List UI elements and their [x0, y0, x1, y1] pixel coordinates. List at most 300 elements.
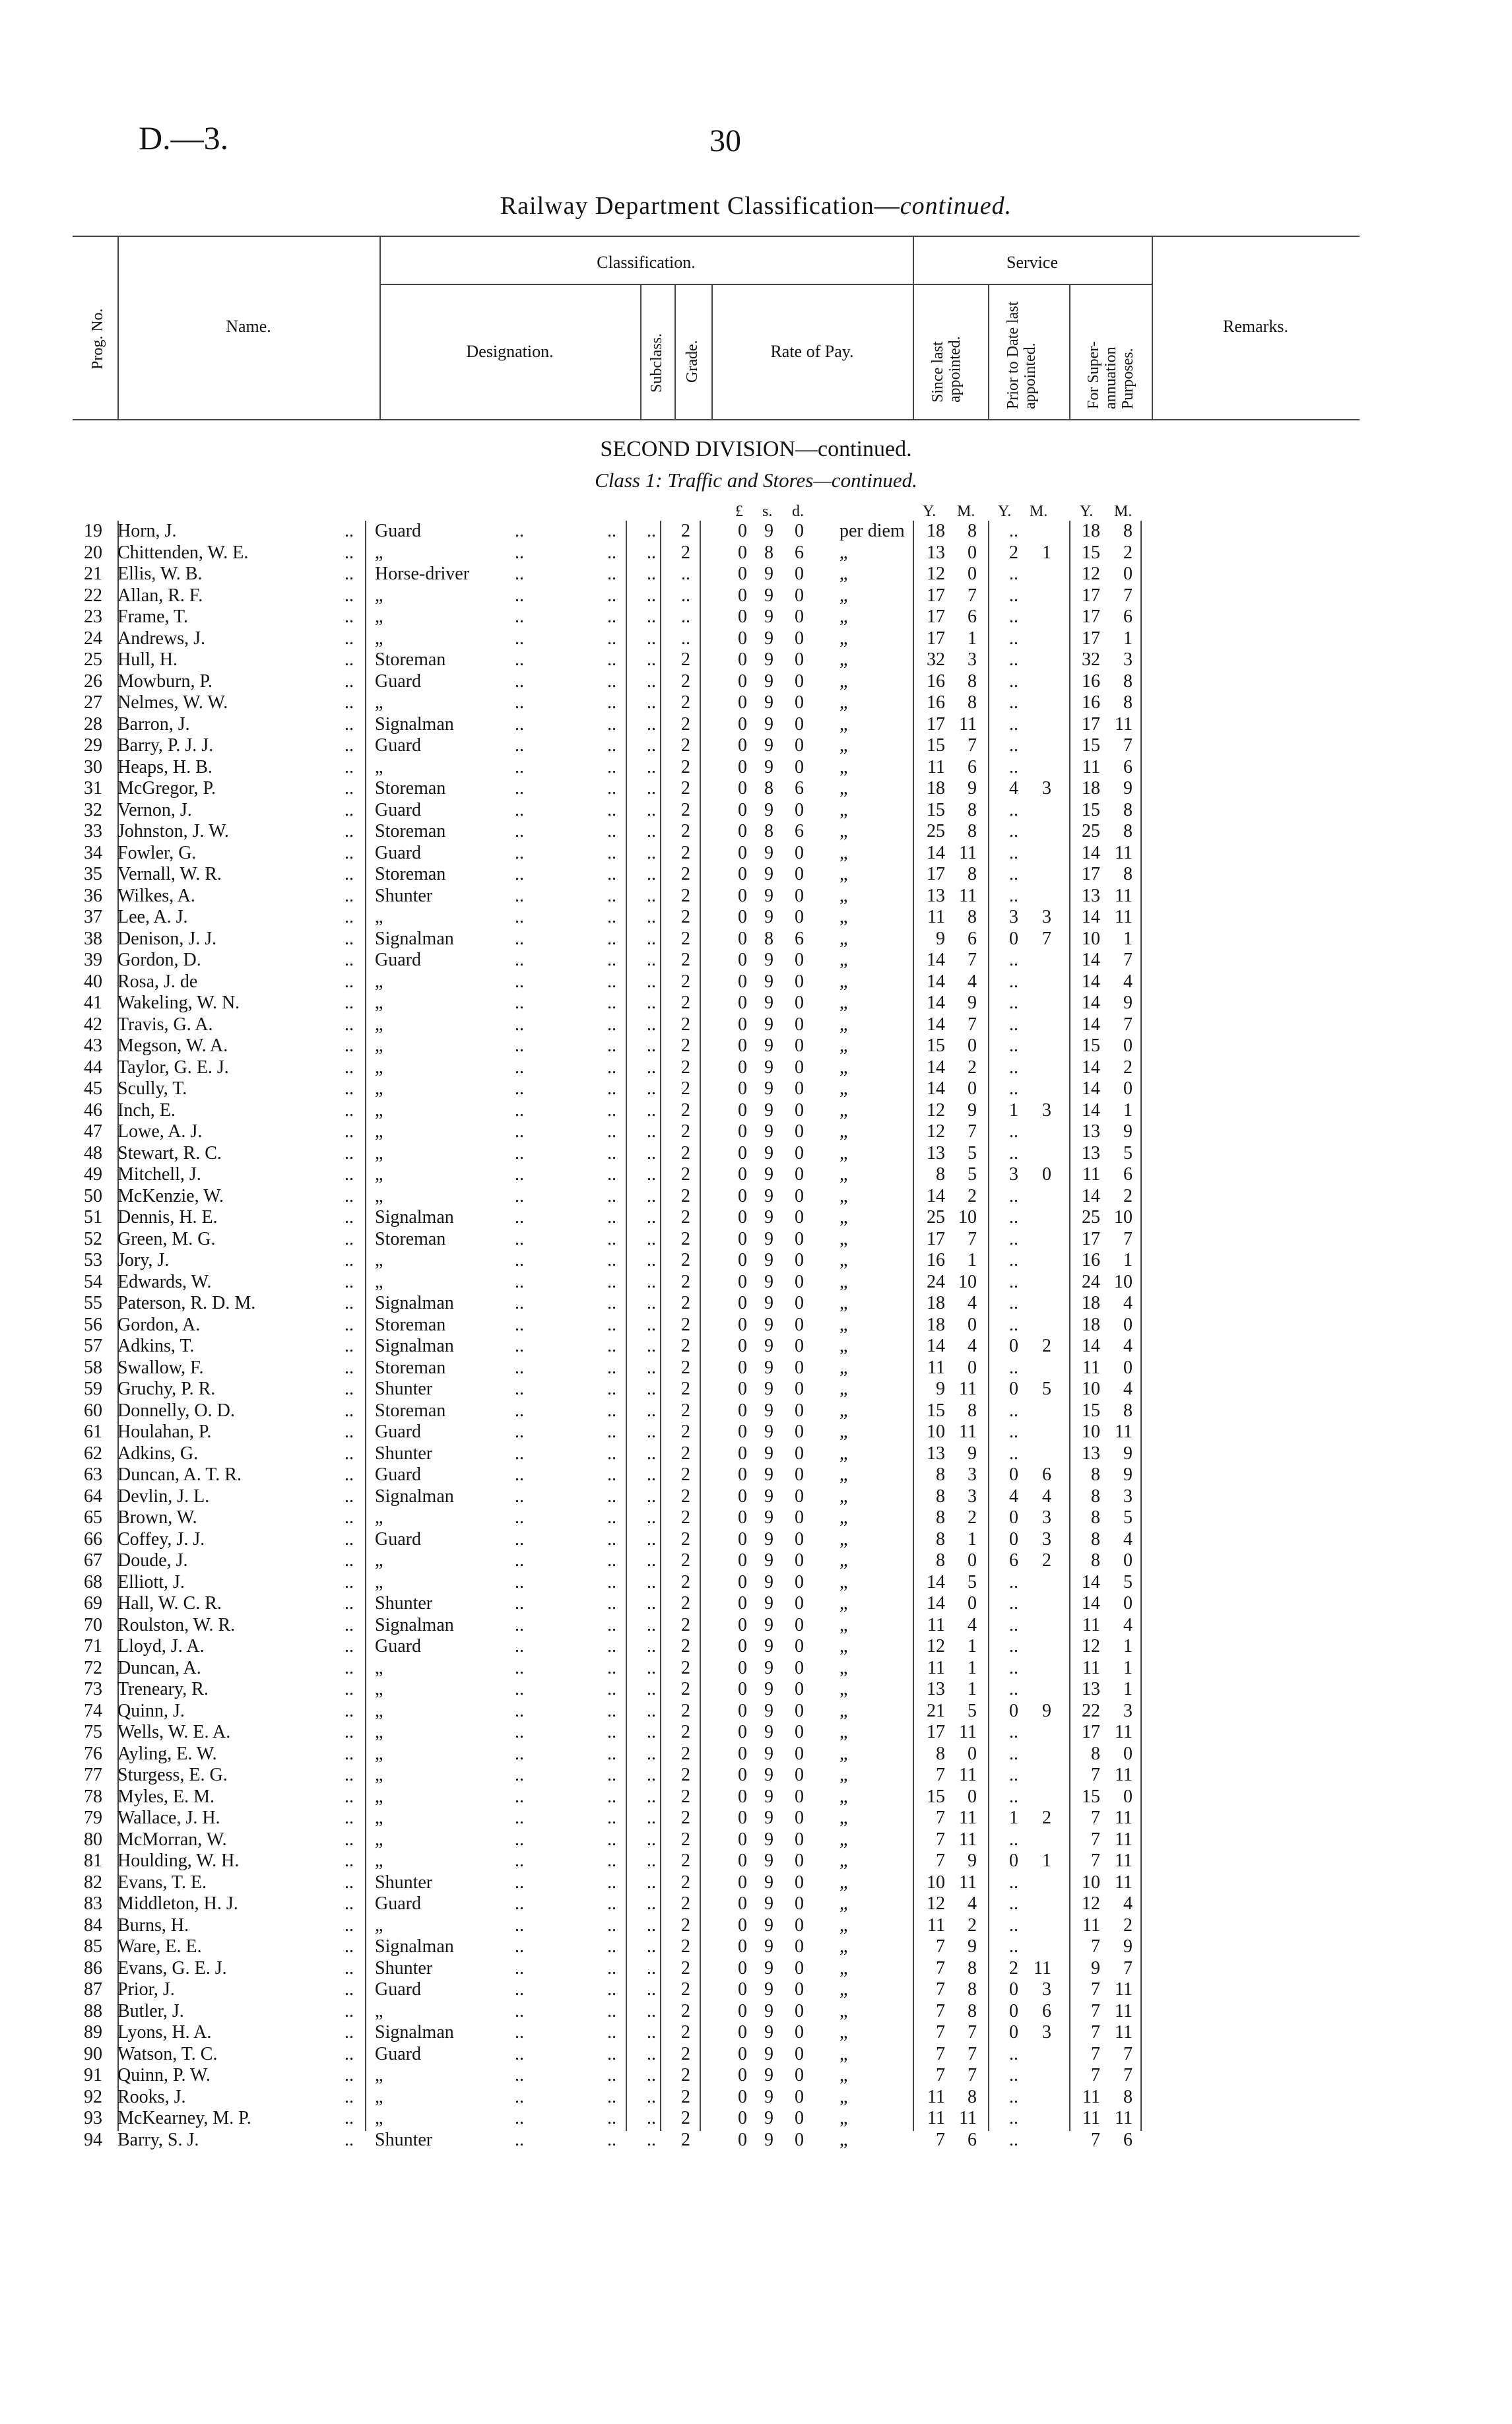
- division-title: SECOND DIVISION—continued.: [600, 437, 912, 461]
- name-cell: Adkins, G.: [117, 1443, 199, 1464]
- since-months-cell: 4: [968, 1893, 977, 1914]
- pay-basis-cell: „: [839, 950, 848, 970]
- leader-dots: ..: [515, 1550, 524, 1571]
- prog-no-cell: 74: [84, 1700, 102, 1721]
- pay-pence-cell: 0: [795, 1829, 804, 1850]
- leader-dots: ..: [647, 1207, 656, 1228]
- prior-years-cell: ..: [1009, 1121, 1018, 1142]
- leader-dots: ..: [647, 950, 656, 970]
- pay-pounds-cell: 0: [738, 1550, 747, 1571]
- super-months-cell: 3: [1123, 1486, 1133, 1507]
- leader-dots: ..: [647, 2022, 656, 2043]
- leader-dots: ..: [647, 2043, 656, 2064]
- table-row: [0, 1379, 1512, 1400]
- pay-pence-cell: 0: [795, 1936, 804, 1957]
- prior-years-cell: ..: [1009, 1142, 1018, 1163]
- since-months-cell: 7: [968, 1121, 977, 1142]
- pay-shillings-cell: 9: [764, 799, 773, 820]
- staff-table-body: [0, 521, 1512, 2151]
- pay-pounds-cell: 0: [738, 1357, 747, 1378]
- name-cell: Rosa, J. de: [117, 971, 198, 992]
- prog-no-cell: 33: [84, 821, 102, 841]
- leader-dots: ..: [515, 692, 524, 713]
- leader-dots: ..: [647, 1164, 656, 1185]
- pay-basis-cell: „: [839, 1957, 848, 1979]
- since-months-cell: 0: [968, 1593, 977, 1614]
- leader-dots: ..: [607, 1336, 616, 1356]
- pay-pounds-cell: 0: [738, 1014, 747, 1035]
- leader-dots: ..: [515, 585, 524, 606]
- super-years-cell: 7: [1091, 1936, 1100, 1957]
- rule-after-prior: [1069, 284, 1070, 419]
- prog-no-cell: 44: [84, 1057, 102, 1078]
- since-years-cell: 18: [927, 1293, 945, 1313]
- pay-pounds-cell: 0: [738, 1571, 747, 1592]
- pay-basis-cell: „: [839, 1528, 848, 1550]
- pay-pence-cell: 0: [795, 1571, 804, 1592]
- super-years-cell: 17: [1082, 1228, 1100, 1249]
- prog-no-cell: 43: [84, 1035, 102, 1056]
- leader-dots: ..: [515, 993, 524, 1013]
- super-years-cell: 11: [1082, 1614, 1100, 1635]
- prog-no-cell: 76: [84, 1743, 102, 1764]
- since-months-cell: 7: [968, 585, 977, 606]
- leader-dots: ..: [607, 950, 616, 970]
- grade-cell: 2: [681, 1786, 690, 1807]
- leader-dots: ..: [647, 585, 656, 606]
- pay-pence-cell: 0: [795, 1550, 804, 1571]
- table-row: [0, 1679, 1512, 1701]
- leader-dots: ..: [345, 1528, 354, 1550]
- super-years-cell: 17: [1082, 1722, 1100, 1742]
- pay-basis-cell: „: [839, 885, 848, 906]
- prior-years-cell: ..: [1009, 2043, 1018, 2064]
- super-months-cell: 11: [1115, 2022, 1133, 2043]
- pay-basis-cell: „: [839, 1357, 848, 1378]
- since-months-cell: 9: [968, 993, 977, 1013]
- prior-months-cell: 2: [1042, 1336, 1051, 1356]
- name-cell: Stewart, R. C.: [117, 1142, 222, 1163]
- pay-pounds-cell: 0: [738, 928, 747, 949]
- table-row: [0, 1615, 1512, 1637]
- prior-years-cell: ..: [1009, 950, 1018, 970]
- prog-no-cell: 34: [84, 842, 102, 863]
- leader-dots: ..: [345, 1314, 354, 1335]
- super-months-cell: 11: [1115, 907, 1133, 927]
- super-years-cell: 7: [1091, 1979, 1100, 2000]
- pay-basis-cell: „: [839, 2108, 848, 2128]
- leader-dots: ..: [647, 1293, 656, 1313]
- super-years-cell: 12: [1082, 564, 1100, 584]
- leader-dots: ..: [345, 2022, 354, 2043]
- pay-basis-cell: „: [839, 1164, 848, 1185]
- since-months-cell: 8: [968, 2000, 977, 2021]
- prior-months-cell: 4: [1042, 1486, 1051, 1507]
- prior-years-cell: 0: [1009, 1979, 1018, 2000]
- designation-cell: Signalman: [375, 1614, 454, 1635]
- header-prior-to-date: Prior to Date last appointed.: [1004, 301, 1039, 409]
- since-years-cell: 7: [936, 1851, 945, 1871]
- leader-dots: ..: [607, 1164, 616, 1185]
- leader-dots: ..: [647, 1099, 656, 1121]
- leader-dots: ..: [647, 521, 656, 541]
- prog-no-cell: 24: [84, 628, 102, 649]
- leader-dots: ..: [345, 756, 354, 777]
- leader-dots: ..: [515, 1957, 524, 1979]
- name-cell: Taylor, G. E. J.: [117, 1057, 229, 1078]
- prog-no-cell: 28: [84, 713, 102, 735]
- unit-prior-months: M.: [1030, 503, 1048, 520]
- pay-pounds-cell: 0: [738, 1743, 747, 1764]
- leader-dots: ..: [345, 1957, 354, 1979]
- pay-basis-cell: „: [839, 1851, 848, 1871]
- designation-cell: Guard: [375, 1979, 421, 2000]
- name-cell: Megson, W. A.: [117, 1035, 228, 1056]
- prior-years-cell: ..: [1009, 521, 1018, 541]
- super-years-cell: 13: [1082, 1121, 1100, 1142]
- name-cell: Houlding, W. H.: [117, 1851, 240, 1871]
- header-rate-of-pay: Rate of Pay.: [770, 342, 854, 361]
- pay-shillings-cell: 8: [764, 542, 773, 563]
- pay-pence-cell: 0: [795, 1400, 804, 1421]
- designation-cell: „: [375, 1808, 383, 1828]
- pay-basis-cell: „: [839, 1679, 848, 1699]
- pay-pence-cell: 0: [795, 1164, 804, 1185]
- since-years-cell: 7: [936, 1765, 945, 1785]
- leader-dots: ..: [515, 2086, 524, 2107]
- leader-dots: ..: [345, 778, 354, 799]
- super-years-cell: 22: [1082, 1700, 1100, 1721]
- designation-cell: Guard: [375, 950, 421, 970]
- since-months-cell: 7: [968, 950, 977, 970]
- prior-years-cell: ..: [1009, 1722, 1018, 1742]
- pay-shillings-cell: 9: [764, 1207, 773, 1228]
- pay-pounds-cell: 0: [738, 842, 747, 863]
- name-cell: Heaps, H. B.: [117, 756, 213, 777]
- leader-dots: ..: [607, 1035, 616, 1056]
- pay-pounds-cell: 0: [738, 606, 747, 627]
- pay-pounds-cell: 0: [738, 1271, 747, 1292]
- prog-no-cell: 73: [84, 1679, 102, 1699]
- leader-dots: ..: [647, 842, 656, 863]
- super-years-cell: 7: [1091, 1851, 1100, 1871]
- pay-basis-cell: „: [839, 1722, 848, 1742]
- prog-no-cell: 63: [84, 1464, 102, 1485]
- since-months-cell: 1: [968, 1657, 977, 1678]
- leader-dots: ..: [607, 1078, 616, 1099]
- grade-cell: 2: [681, 713, 690, 735]
- pay-pence-cell: 0: [795, 1035, 804, 1056]
- grade-cell: 2: [681, 907, 690, 927]
- super-years-cell: 17: [1082, 606, 1100, 627]
- leader-dots: ..: [607, 907, 616, 927]
- table-row: [0, 1658, 1512, 1680]
- since-years-cell: 8: [936, 1550, 945, 1571]
- designation-cell: „: [375, 1743, 383, 1764]
- super-years-cell: 15: [1082, 542, 1100, 563]
- super-months-cell: 11: [1115, 1979, 1133, 2000]
- name-cell: Vernall, W. R.: [117, 864, 222, 884]
- prog-no-cell: 50: [84, 1185, 102, 1206]
- pay-shillings-cell: 9: [764, 692, 773, 713]
- name-cell: Wilkes, A.: [117, 885, 195, 906]
- since-years-cell: 15: [927, 799, 945, 820]
- leader-dots: ..: [647, 2065, 656, 2085]
- grade-cell: 2: [681, 1979, 690, 2000]
- leader-dots: ..: [345, 1743, 354, 1764]
- designation-cell: Shunter: [375, 1443, 433, 1464]
- pay-pounds-cell: 0: [738, 1228, 747, 1249]
- rule-after-designation: [640, 284, 641, 419]
- since-months-cell: 11: [959, 1722, 977, 1742]
- table-row: [0, 1915, 1512, 1937]
- leader-dots: ..: [345, 2043, 354, 2064]
- since-years-cell: 18: [927, 521, 945, 541]
- pay-pounds-cell: 0: [738, 1293, 747, 1313]
- pay-basis-cell: „: [839, 1271, 848, 1292]
- pay-pounds-cell: 0: [738, 585, 747, 606]
- leader-dots: ..: [647, 1979, 656, 2000]
- table-row: [0, 1572, 1512, 1594]
- leader-dots: ..: [647, 1808, 656, 1828]
- super-years-cell: 7: [1091, 2129, 1100, 2150]
- pay-pence-cell: 0: [795, 1636, 804, 1656]
- prog-no-cell: 60: [84, 1400, 102, 1421]
- leader-dots: ..: [345, 1550, 354, 1571]
- grade-cell: 2: [681, 1078, 690, 1099]
- prog-no-cell: 23: [84, 606, 102, 627]
- super-years-cell: 7: [1091, 1765, 1100, 1785]
- since-months-cell: 8: [968, 521, 977, 541]
- grade-cell: 2: [681, 842, 690, 863]
- name-cell: Brown, W.: [117, 1507, 197, 1528]
- grade-cell: 2: [681, 1035, 690, 1056]
- super-months-cell: 8: [1123, 671, 1133, 692]
- leader-dots: ..: [345, 1357, 354, 1378]
- leader-dots: ..: [607, 1851, 616, 1871]
- name-cell: Wallace, J. H.: [117, 1808, 220, 1828]
- super-years-cell: 7: [1091, 2043, 1100, 2064]
- leader-dots: ..: [607, 1228, 616, 1249]
- since-months-cell: 1: [968, 1528, 977, 1550]
- since-months-cell: 11: [959, 1829, 977, 1850]
- header-prog-no: Prog. No.: [89, 308, 106, 370]
- table-row: [0, 1229, 1512, 1251]
- pay-pence-cell: 0: [795, 2086, 804, 2107]
- since-months-cell: 8: [968, 1400, 977, 1421]
- since-years-cell: 10: [927, 1422, 945, 1442]
- since-months-cell: 11: [959, 1808, 977, 1828]
- designation-cell: „: [375, 628, 383, 649]
- name-cell: Doude, J.: [117, 1550, 188, 1571]
- name-cell: Denison, J. J.: [117, 928, 217, 949]
- prior-years-cell: ..: [1009, 1271, 1018, 1292]
- designation-cell: Shunter: [375, 1593, 433, 1614]
- leader-dots: ..: [647, 1957, 656, 1979]
- since-years-cell: 11: [927, 1657, 945, 1678]
- leader-dots: ..: [647, 1422, 656, 1442]
- prog-no-cell: 79: [84, 1808, 102, 1828]
- name-cell: Houlahan, P.: [117, 1422, 212, 1442]
- super-months-cell: 4: [1123, 1528, 1133, 1550]
- prior-years-cell: 0: [1009, 928, 1018, 949]
- unit-pence: d.: [792, 503, 804, 520]
- leader-dots: ..: [345, 713, 354, 735]
- prior-years-cell: ..: [1009, 649, 1018, 670]
- leader-dots: ..: [647, 1936, 656, 1957]
- prior-years-cell: ..: [1009, 2065, 1018, 2085]
- prior-months-cell: 3: [1042, 1099, 1051, 1121]
- prior-years-cell: ..: [1009, 628, 1018, 649]
- prior-years-cell: ..: [1009, 585, 1018, 606]
- pay-basis-cell: „: [839, 606, 848, 627]
- pay-basis-cell: „: [839, 1936, 848, 1957]
- since-years-cell: 12: [927, 1121, 945, 1142]
- pay-shillings-cell: 9: [764, 2129, 773, 2150]
- leader-dots: ..: [345, 649, 354, 670]
- since-months-cell: 2: [968, 1057, 977, 1078]
- table-row: [0, 1014, 1512, 1036]
- prog-no-cell: 68: [84, 1571, 102, 1592]
- leader-dots: ..: [607, 1786, 616, 1807]
- leader-dots: ..: [515, 1336, 524, 1356]
- super-months-cell: 4: [1123, 1379, 1133, 1399]
- pay-basis-cell: „: [839, 1035, 848, 1056]
- super-years-cell: 13: [1082, 1679, 1100, 1699]
- leader-dots: ..: [607, 885, 616, 906]
- designation-cell: Guard: [375, 1636, 421, 1656]
- super-years-cell: 15: [1082, 1035, 1100, 1056]
- designation-cell: Guard: [375, 799, 421, 820]
- name-cell: Watson, T. C.: [117, 2043, 218, 2064]
- super-months-cell: 3: [1123, 1700, 1133, 1721]
- leader-dots: ..: [647, 864, 656, 884]
- pay-pence-cell: 0: [795, 2000, 804, 2021]
- grade-cell: 2: [681, 1486, 690, 1507]
- table-row: [0, 1464, 1512, 1486]
- table-row: [0, 1143, 1512, 1165]
- leader-dots: ..: [647, 1851, 656, 1871]
- super-months-cell: 8: [1123, 821, 1133, 841]
- leader-dots: ..: [607, 1443, 616, 1464]
- since-months-cell: 6: [968, 2129, 977, 2150]
- grade-cell: 2: [681, 1250, 690, 1270]
- grade-cell: 2: [681, 1357, 690, 1378]
- leader-dots: ..: [647, 2086, 656, 2107]
- pay-shillings-cell: 9: [764, 842, 773, 863]
- name-cell: Vernon, J.: [117, 799, 192, 820]
- prog-no-cell: 27: [84, 692, 102, 713]
- prog-no-cell: 51: [84, 1207, 102, 1228]
- leader-dots: ..: [647, 564, 656, 584]
- super-months-cell: 8: [1123, 692, 1133, 713]
- prog-no-cell: 57: [84, 1336, 102, 1356]
- since-months-cell: 0: [968, 1357, 977, 1378]
- pay-shillings-cell: 9: [764, 1786, 773, 1807]
- pay-basis-cell: „: [839, 2129, 848, 2150]
- super-years-cell: 11: [1082, 1164, 1100, 1185]
- name-cell: Donnelly, O. D.: [117, 1400, 235, 1421]
- leader-dots: ..: [515, 1078, 524, 1099]
- pay-shillings-cell: 9: [764, 1014, 773, 1035]
- header-grade: Grade.: [684, 340, 701, 383]
- leader-dots: ..: [515, 1528, 524, 1550]
- pay-pence-cell: 0: [795, 1057, 804, 1078]
- since-months-cell: 8: [968, 907, 977, 927]
- prog-no-cell: 78: [84, 1786, 102, 1807]
- leader-dots: ..: [607, 821, 616, 841]
- super-months-cell: 2: [1123, 542, 1133, 563]
- since-months-cell: 8: [968, 864, 977, 884]
- leader-dots: ..: [607, 993, 616, 1013]
- pay-pounds-cell: 0: [738, 521, 747, 541]
- pay-pounds-cell: 0: [738, 1614, 747, 1635]
- table-row: [0, 1701, 1512, 1722]
- leader-dots: ..: [647, 542, 656, 563]
- prog-no-cell: 65: [84, 1507, 102, 1528]
- leader-dots: ..: [345, 1185, 354, 1206]
- pay-basis-cell: „: [839, 1078, 848, 1099]
- leader-dots: ..: [607, 2022, 616, 2043]
- table-row: [0, 628, 1512, 650]
- prior-years-cell: ..: [1009, 821, 1018, 841]
- table-row: [0, 929, 1512, 950]
- pay-basis-cell: „: [839, 1829, 848, 1850]
- leader-dots: ..: [607, 735, 616, 756]
- pay-shillings-cell: 9: [764, 1872, 773, 1893]
- grade-cell: 2: [681, 778, 690, 799]
- super-months-cell: 2: [1123, 1915, 1133, 1936]
- pay-pounds-cell: 0: [738, 1379, 747, 1399]
- name-cell: Wells, W. E. A.: [117, 1722, 231, 1742]
- leader-dots: ..: [515, 1915, 524, 1936]
- prog-no-cell: 46: [84, 1099, 102, 1121]
- designation-cell: „: [375, 1271, 383, 1292]
- prior-months-cell: 3: [1042, 778, 1051, 799]
- prior-years-cell: ..: [1009, 1636, 1018, 1656]
- grade-cell: 2: [681, 2022, 690, 2043]
- pay-pence-cell: 0: [795, 1507, 804, 1528]
- pay-pence-cell: 0: [795, 1271, 804, 1292]
- grade-cell: 2: [681, 2086, 690, 2107]
- pay-pence-cell: 0: [795, 713, 804, 735]
- grade-cell: ..: [681, 585, 690, 606]
- designation-cell: Signalman: [375, 1486, 454, 1507]
- leader-dots: ..: [345, 928, 354, 949]
- super-months-cell: 4: [1123, 1893, 1133, 1914]
- super-months-cell: 8: [1123, 864, 1133, 884]
- table-row: [0, 1936, 1512, 1958]
- pay-shillings-cell: 9: [764, 2043, 773, 2064]
- since-years-cell: 7: [936, 2065, 945, 2085]
- leader-dots: ..: [647, 1443, 656, 1464]
- prog-no-cell: 71: [84, 1636, 102, 1656]
- leader-dots: ..: [345, 521, 354, 541]
- pay-pence-cell: 0: [795, 1593, 804, 1614]
- since-months-cell: 8: [968, 799, 977, 820]
- leader-dots: ..: [515, 735, 524, 756]
- pay-basis-cell: „: [839, 1614, 848, 1635]
- leader-dots: ..: [647, 2108, 656, 2128]
- pay-pence-cell: 0: [795, 1808, 804, 1828]
- leader-dots: ..: [345, 1464, 354, 1485]
- pay-pounds-cell: 0: [738, 1057, 747, 1078]
- leader-dots: ..: [345, 2129, 354, 2150]
- since-years-cell: 7: [936, 1829, 945, 1850]
- super-months-cell: 4: [1123, 1336, 1133, 1356]
- leader-dots: ..: [345, 2000, 354, 2021]
- prior-years-cell: ..: [1009, 842, 1018, 863]
